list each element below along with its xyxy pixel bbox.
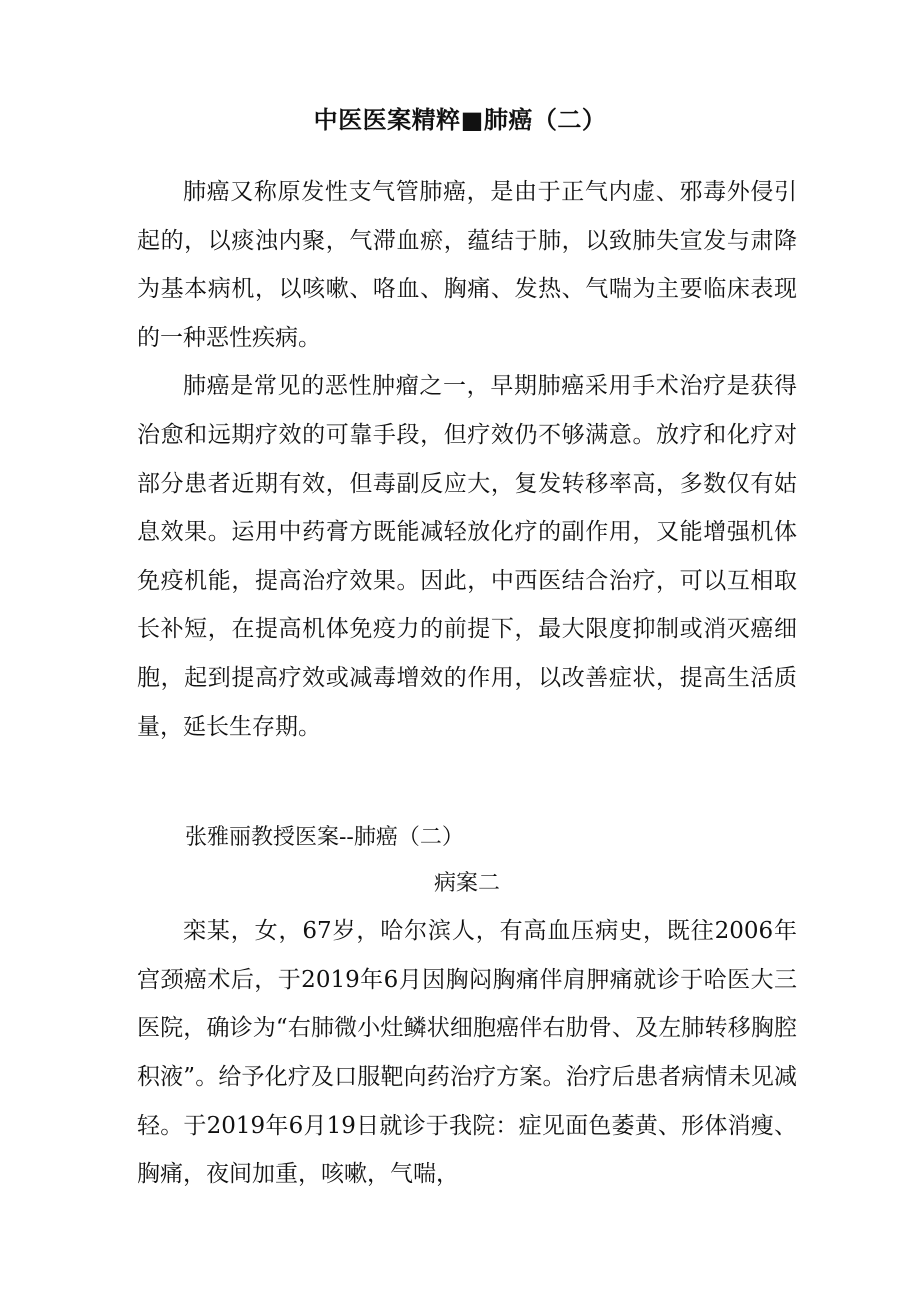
section-spacer [137, 751, 797, 815]
document-body [137, 168, 797, 1199]
intro-paragraph-treatment: 肺癌是常见的恶性肿瘤之一，早期肺癌采用手术治疗是获得治愈和远期疗效的可靠手段，但疗效仍不够满意。放疗和化疗对部分患者近期有效，但毒副反应大，复发转移率高，多数仅有姑息效果。运用中药膏方既能减轻放化疗的副作用，又能增强机体免疫机能，提高治疗效果。因此，中西医结合治疗，可以互相取长补短，在提高机体免疫力的前提下，最大限度抑制或消灭癌细胞，起到提高疗效或减毒增效的作用，以改善症状，提高生活质量，延长生存期。 [137, 373, 797, 740]
document-title: 中医医案精粹■肺癌（二） [313, 106, 607, 134]
case-paragraph: 栾某，女，67岁，哈尔滨人，有高血压病史，既往2006年宫颈癌术后，于2019年6月因胸闷胸痛伴肩胛痛就诊于哈医大三医院，确诊为“右肺微小灶鳞状细胞癌伴右肋骨、及左肺转移胸腔积液”。给予化疗及口服靶向药治疗方案。治疗后患者病情未见减轻。于2019年6月19日就诊于我院：症见面色萎黄、形体消瘦、胸痛，夜间加重，咳嗽，气喘， [137, 918, 797, 1188]
case-title: 病案二 [433, 871, 500, 897]
case-section-heading: 张雅丽教授医案--肺癌（二） [185, 825, 464, 851]
intro-paragraph-definition: 肺癌又称原发性支气管肺癌，是由于正气内虚、邪毒外侵引起的，以痰浊内聚，气滞血瘀，蕴结于肺，以致肺失宣发与肃降为基本病机，以咳嗽、咯血、胸痛、发热、气喘为主要临床表现的一种恶性疾病。 [137, 179, 797, 351]
